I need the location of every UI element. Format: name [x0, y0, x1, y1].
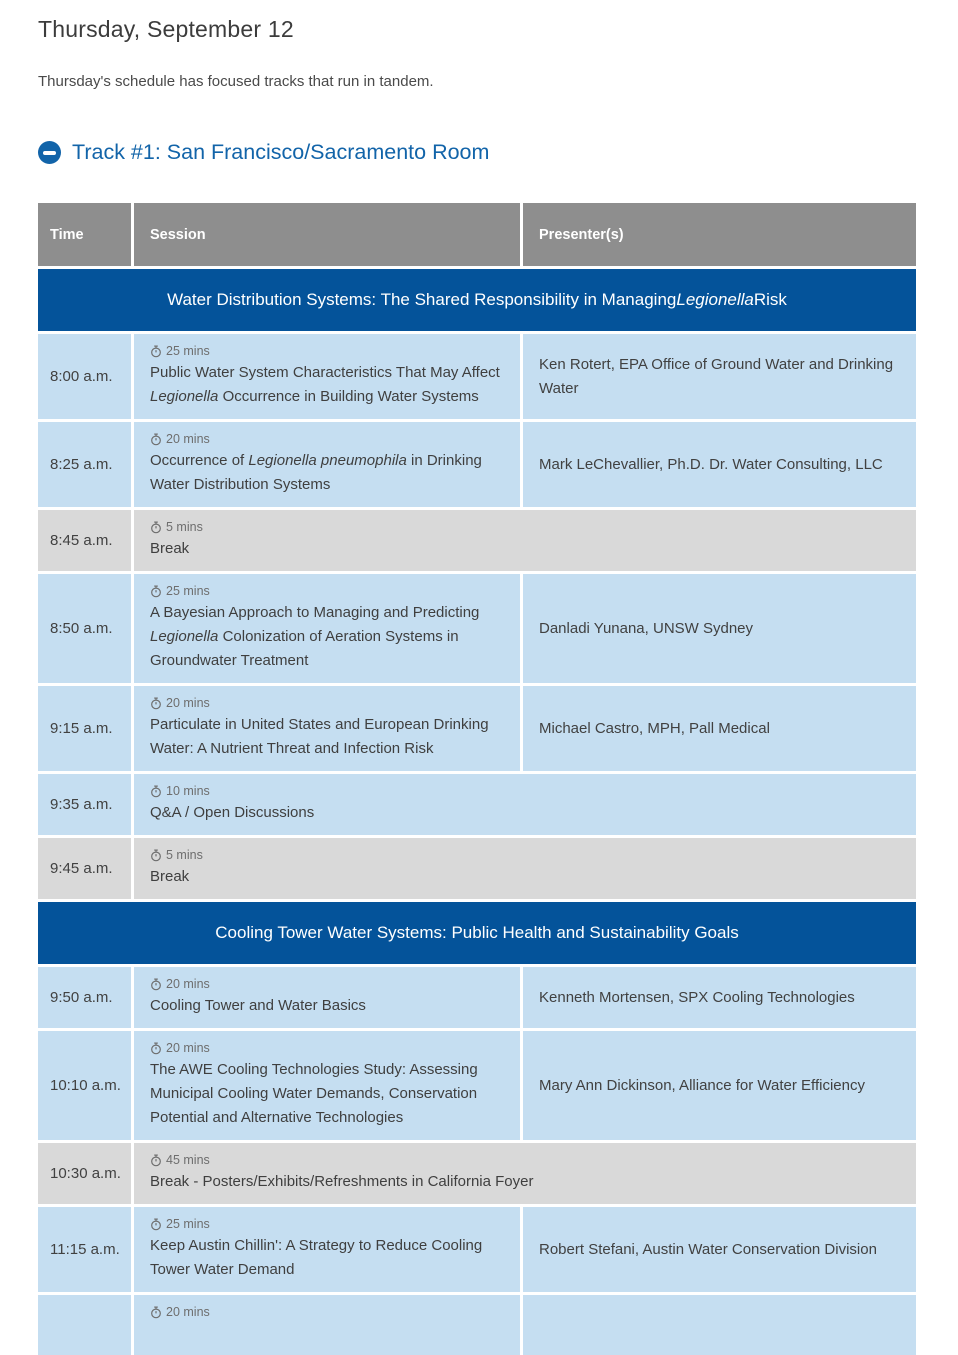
- session-cell-inner: [150, 1153, 900, 1194]
- session-cell: [134, 967, 520, 1028]
- presenter-cell: Mark LeChevallier, Ph.D. Dr. Water Consulting, LLC: [523, 422, 916, 507]
- session-cell: [134, 838, 916, 899]
- session-title: Break: [150, 868, 190, 885]
- stopwatch-icon: [150, 785, 162, 798]
- session-cell-inner: [150, 977, 504, 1018]
- session-title: Break: [150, 540, 190, 557]
- table-row: [38, 838, 916, 899]
- stopwatch-icon: [150, 1042, 162, 1055]
- track-title[interactable]: Track #1: San Francisco/Sacramento Room: [72, 140, 490, 164]
- schedule-table-body: [38, 269, 916, 1355]
- presenter-cell: Danladi Yunana, UNSW Sydney: [523, 574, 916, 683]
- table-row: [38, 334, 916, 419]
- time-cell: 10:10 a.m.: [38, 1031, 131, 1140]
- table-row: [38, 686, 916, 771]
- stopwatch-icon: [150, 849, 162, 862]
- duration-label: 20 mins: [150, 432, 504, 446]
- stopwatch-icon: [150, 585, 162, 598]
- table-row: [38, 1031, 916, 1140]
- session-title: The AWE Cooling Technologies Study: Assessing Municipal Cooling Water Demands, Conservation Potential and Alternative Technologies: [150, 1061, 478, 1126]
- stopwatch-icon: [150, 978, 162, 991]
- session-cell: [134, 574, 520, 683]
- table-row: [38, 1143, 916, 1204]
- session-cell-inner: [150, 520, 900, 561]
- session-title: Cooling Tower and Water Basics: [150, 997, 366, 1014]
- session-title: Break - Posters/Exhibits/Refreshments in California Foyer: [150, 1173, 534, 1190]
- session-cell-inner: [150, 432, 504, 497]
- column-header-presenters: Presenter(s): [523, 203, 916, 266]
- session-cell-inner: [150, 1217, 504, 1282]
- session-cell-inner: [150, 784, 900, 825]
- session-title: Public Water System Characteristics That May Affect Legionella Occurrence in Building Water Systems: [150, 364, 500, 405]
- duration-label: 20 mins: [150, 977, 504, 991]
- time-cell: 9:35 a.m.: [38, 774, 131, 835]
- table-row: [38, 1207, 916, 1292]
- session-cell: [134, 774, 916, 835]
- duration-label: 5 mins: [150, 520, 900, 534]
- column-header-time: Time: [38, 203, 131, 266]
- schedule-table: [38, 203, 916, 1355]
- time-cell: 11:15 a.m.: [38, 1207, 131, 1292]
- duration-label: 20 mins: [150, 1041, 504, 1055]
- table-row: [38, 574, 916, 683]
- duration-label: 25 mins: [150, 344, 504, 358]
- stopwatch-icon: [150, 697, 162, 710]
- session-cell: [134, 686, 520, 771]
- session-cell: [134, 334, 520, 419]
- stopwatch-icon: [150, 433, 162, 446]
- page-subtitle: Thursday's schedule has focused tracks that run in tandem.: [38, 73, 434, 90]
- page-title: Thursday, September 12: [38, 16, 294, 42]
- section-band: Water Distribution Systems: The Shared Responsibility in Managing Legionella Risk: [38, 269, 916, 331]
- session-cell: [134, 1143, 916, 1204]
- time-cell: 9:15 a.m.: [38, 686, 131, 771]
- session-title: A Bayesian Approach to Managing and Predicting Legionella Colonization of Aeration Systems in Groundwater Treatment: [150, 604, 480, 669]
- presenter-cell: [523, 1295, 916, 1355]
- table-row: [38, 510, 916, 571]
- track-header[interactable]: [38, 140, 916, 165]
- time-cell: 8:45 a.m.: [38, 510, 131, 571]
- session-cell-inner: [150, 584, 504, 673]
- table-header-row: [38, 203, 916, 266]
- duration-label: 25 mins: [150, 1217, 504, 1231]
- stopwatch-icon: [150, 1154, 162, 1167]
- table-row: [38, 1295, 916, 1355]
- session-cell-inner: [150, 1041, 504, 1130]
- session-cell: [134, 510, 916, 571]
- session-cell-inner: [150, 848, 900, 889]
- session-title: Occurrence of Legionella pneumophila in Drinking Water Distribution Systems: [150, 452, 482, 493]
- stopwatch-icon: [150, 1218, 162, 1231]
- presenter-cell: Michael Castro, MPH, Pall Medical: [523, 686, 916, 771]
- time-cell: 8:25 a.m.: [38, 422, 131, 507]
- session-cell-inner: [150, 1305, 504, 1345]
- session-title: Keep Austin Chillin': A Strategy to Reduce Cooling Tower Water Demand: [150, 1237, 483, 1278]
- section-band: Cooling Tower Water Systems: Public Health and Sustainability Goals: [38, 902, 916, 964]
- duration-label: 25 mins: [150, 584, 504, 598]
- presenter-cell: Mary Ann Dickinson, Alliance for Water Efficiency: [523, 1031, 916, 1140]
- time-cell: 8:50 a.m.: [38, 574, 131, 683]
- stopwatch-icon: [150, 521, 162, 534]
- session-cell: [134, 422, 520, 507]
- table-row: [38, 774, 916, 835]
- presenter-cell: Robert Stefani, Austin Water Conservation Division: [523, 1207, 916, 1292]
- duration-label: 45 mins: [150, 1153, 900, 1167]
- stopwatch-icon: [150, 345, 162, 358]
- time-cell: 8:00 a.m.: [38, 334, 131, 419]
- table-row: [38, 967, 916, 1028]
- session-title: Q&A / Open Discussions: [150, 804, 315, 821]
- session-cell: [134, 1207, 520, 1292]
- session-cell-inner: [150, 696, 504, 761]
- duration-label: 5 mins: [150, 848, 900, 862]
- time-cell: [38, 1295, 131, 1355]
- duration-label: 20 mins: [150, 1305, 504, 1319]
- duration-label: 10 mins: [150, 784, 900, 798]
- column-header-session: Session: [134, 203, 520, 266]
- time-cell: 9:50 a.m.: [38, 967, 131, 1028]
- presenter-cell: Kenneth Mortensen, SPX Cooling Technologies: [523, 967, 916, 1028]
- presenter-cell: Ken Rotert, EPA Office of Ground Water and Drinking Water: [523, 334, 916, 419]
- session-cell: [134, 1031, 520, 1140]
- session-cell-inner: [150, 344, 504, 409]
- table-row: [38, 422, 916, 507]
- session-title: Particulate in United States and European Drinking Water: A Nutrient Threat and Infection Risk: [150, 716, 489, 757]
- time-cell: 10:30 a.m.: [38, 1143, 131, 1204]
- time-cell: 9:45 a.m.: [38, 838, 131, 899]
- duration-label: 20 mins: [150, 696, 504, 710]
- stopwatch-icon: [150, 1306, 162, 1319]
- minus-circle-icon[interactable]: [38, 141, 61, 164]
- session-cell: [134, 1295, 520, 1355]
